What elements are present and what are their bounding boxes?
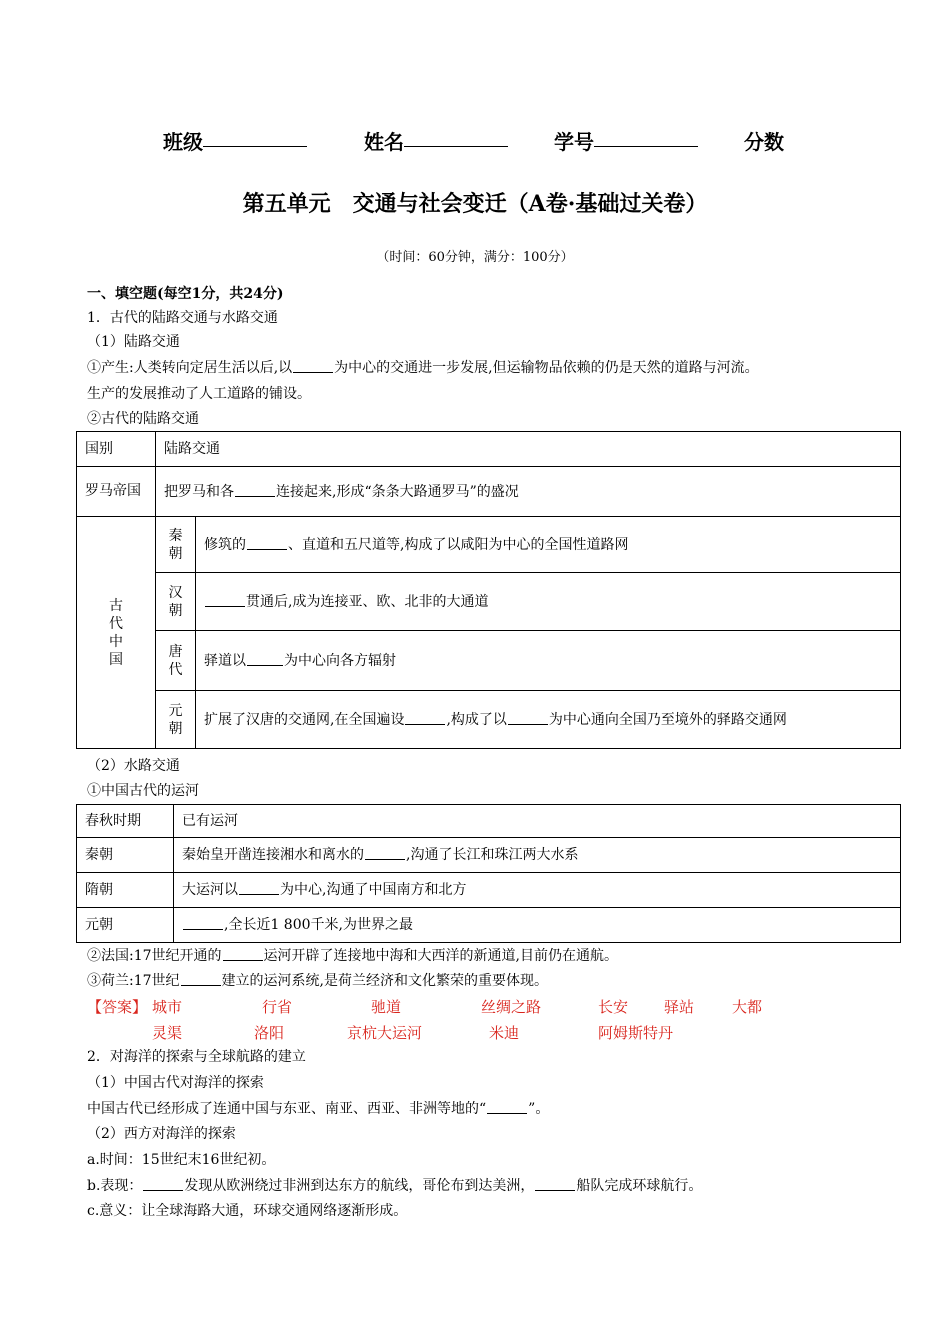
row-label-rome: 罗马帝国 (77, 467, 156, 517)
row-label-spring: 春秋时期 (77, 805, 174, 838)
answer-item: 驿站 (664, 998, 695, 1016)
table-row (77, 838, 901, 873)
q1-subheading-land: （1）陆路交通 (87, 334, 180, 350)
answer-blank[interactable] (535, 1176, 575, 1191)
name-blank[interactable] (404, 126, 508, 147)
answer-item: 灵渠 (152, 1024, 183, 1042)
id-blank[interactable] (594, 126, 698, 147)
answer-label: 【答案】 (87, 998, 148, 1016)
row-label-yuan: 元朝 (77, 908, 174, 943)
answer-blank[interactable] (223, 946, 263, 961)
table-row (77, 467, 901, 517)
answer-item: 洛阳 (254, 1024, 285, 1042)
dynasty-label-qin: 秦 朝 (156, 517, 196, 573)
answer-blank[interactable] (365, 845, 405, 860)
row-cell-han: 贯通后,成为连接亚、欧、北非的大通道 (196, 573, 901, 631)
answer-item: 行省 (262, 998, 293, 1016)
header-cell-country: 国别 (77, 432, 156, 467)
header-cell-transport: 陆路交通 (156, 432, 901, 467)
table-row (77, 573, 901, 631)
exam-info: （时间：60分钟，满分：100分） (376, 250, 574, 265)
table-row (77, 805, 901, 838)
land-transport-heading: ②古代的陆路交通 (87, 411, 199, 427)
canal-table (76, 804, 901, 943)
answer-blank[interactable] (247, 535, 287, 550)
answer-item: 阿姆斯特丹 (598, 1024, 674, 1042)
class-field: 班级 (163, 126, 203, 155)
q2-subheading-west: （2）西方对海洋的探索 (87, 1126, 236, 1142)
dynasty-label-tang: 唐 代 (156, 631, 196, 691)
dynasty-label-yuan: 元 朝 (156, 691, 196, 749)
q1-subheading-water: （2）水路交通 (87, 758, 180, 774)
canal-heading: ①中国古代的运河 (87, 783, 199, 799)
answer-blank[interactable] (205, 592, 245, 607)
q2-time-line: a.时间：15世纪末16世纪初。 (87, 1152, 276, 1168)
holland-canal-line: ③荷兰:17世纪 建立的运河系统,是荷兰经济和文化繁荣的重要体现。 (87, 973, 548, 989)
row-cell-spring: 已有运河 (174, 805, 901, 838)
score-field: 分数 (744, 130, 784, 154)
answer-blank[interactable] (405, 710, 445, 725)
answer-item: 驰道 (371, 998, 402, 1016)
class-blank[interactable] (203, 126, 307, 147)
france-canal-line: ②法国:17世纪开通的 运河开辟了连接地中海和大西洋的新通道,目前仍在通航。 (87, 948, 618, 964)
row-cell-rome: 把罗马和各 连接起来,形成“条条大路通罗马”的盛况 (156, 467, 901, 517)
row-cell-tang: 驿道以 为中心向各方辐射 (196, 631, 901, 691)
answer-blank[interactable] (235, 482, 275, 497)
q1-origin-line: ①产生:人类转向定居生活以后,以 为中心的交通进一步发展,但运输物品依赖的仍是天然的道路与河流。 (87, 360, 759, 376)
id-field: 学号 (554, 126, 594, 155)
answer-blank[interactable] (181, 971, 221, 986)
table-row (77, 432, 901, 467)
row-cell-yuan: 扩展了汉唐的交通网,在全国遍设 ,构成了以 为中心通向全国乃至境外的驿路交通网 (196, 691, 901, 749)
q2-meaning-line: c.意义：让全球海路大通，环球交通网络逐渐形成。 (87, 1203, 408, 1219)
question-2-title: 2．对海洋的探索与全球航路的建立 (87, 1049, 306, 1065)
answer-blank[interactable] (293, 358, 333, 373)
q2-performance-line: b.表现： 发现从欧洲绕过非洲到达东方的航线，哥伦布到达美洲， 船队完成环球航行。 (87, 1178, 703, 1194)
q1-origin-line-2: 生产的发展推动了人工道路的铺设。 (87, 386, 311, 402)
row-cell-yuan: ,全长近1 800千米,为世界之最 (174, 908, 901, 943)
answer-blank[interactable] (247, 651, 283, 666)
student-info-header (0, 126, 950, 158)
answer-item: 米迪 (489, 1024, 520, 1042)
table-row (77, 517, 901, 573)
row-label-qin: 秦朝 (77, 838, 174, 873)
table-row (77, 873, 901, 908)
answer-item: 京杭大运河 (347, 1024, 423, 1042)
answer-item: 城市 (152, 998, 183, 1016)
answer-blank[interactable] (239, 880, 279, 895)
row-label-sui: 隋朝 (77, 873, 174, 908)
q2-china-line: 中国古代已经形成了连通中国与东亚、南亚、西亚、非洲等地的“ ”。 (87, 1101, 550, 1117)
row-cell-sui: 大运河以 为中心,沟通了中国南方和北方 (174, 873, 901, 908)
answer-blank[interactable] (508, 710, 548, 725)
dynasty-label-han: 汉 朝 (156, 573, 196, 631)
page-title: 第五单元 交通与社会变迁（A卷·基础过关卷） (242, 191, 708, 217)
q2-subheading-china: （1）中国古代对海洋的探索 (87, 1075, 264, 1091)
row-cell-qin: 修筑的 、直道和五尺道等,构成了以咸阳为中心的全国性道路网 (196, 517, 901, 573)
row-label-china: 古 代 中 国 (77, 517, 156, 749)
row-cell-qin: 秦始皇开凿连接湘水和离水的 ,沟通了长江和珠江两大水系 (174, 838, 901, 873)
table-row (77, 908, 901, 943)
answer-blank[interactable] (487, 1099, 527, 1114)
table-row (77, 691, 901, 749)
answer-blank[interactable] (183, 915, 223, 930)
name-field: 姓名 (364, 126, 404, 155)
answer-item: 大都 (732, 998, 763, 1016)
answer-item: 长安 (598, 998, 629, 1016)
question-1-title: 1．古代的陆路交通与水路交通 (87, 310, 278, 326)
answer-blank[interactable] (143, 1176, 183, 1191)
table-row (77, 631, 901, 691)
land-transport-table (76, 431, 901, 749)
answer-item: 丝绸之路 (481, 998, 542, 1016)
section-heading: 一、填空题(每空1分，共24分) (87, 286, 284, 302)
